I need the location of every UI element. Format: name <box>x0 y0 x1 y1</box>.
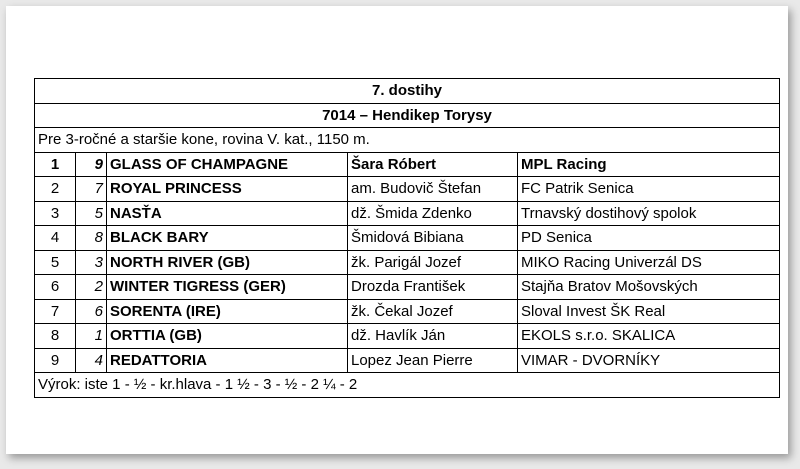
owner-name: MPL Racing <box>518 152 780 177</box>
owner-name: Sloval Invest ŠK Real <box>518 299 780 324</box>
owner-name: FC Patrik Senica <box>518 177 780 202</box>
jockey-name: Šmidová Bibiana <box>348 226 518 251</box>
race-verdict: Výrok: iste 1 - ½ - kr.hlava - 1 ½ - 3 - ½ - 2 ¼ - 2 <box>35 373 780 398</box>
race-name: 7014 – Hendikep Torysy <box>35 103 780 128</box>
start-number: 2 <box>76 275 107 300</box>
result-row <box>35 177 780 202</box>
owner-name: EKOLS s.r.o. SKALICA <box>518 324 780 349</box>
owner-name: VIMAR - DVORNÍKY <box>518 348 780 373</box>
owner-name: PD Senica <box>518 226 780 251</box>
start-number: 3 <box>76 250 107 275</box>
document-page <box>6 6 788 454</box>
race-subtitle-row <box>35 103 780 128</box>
horse-name: GLASS OF CHAMPAGNE <box>107 152 348 177</box>
horse-name: ROYAL PRINCESS <box>107 177 348 202</box>
horse-name: NORTH RIVER (GB) <box>107 250 348 275</box>
owner-name: MIKO Racing Univerzál DS <box>518 250 780 275</box>
place: 8 <box>35 324 76 349</box>
jockey-name: am. Budovič Štefan <box>348 177 518 202</box>
owner-name: Stajňa Bratov Mošovských <box>518 275 780 300</box>
result-row <box>35 324 780 349</box>
race-results-table <box>34 78 780 398</box>
result-row <box>35 275 780 300</box>
race-title: 7. dostihy <box>35 79 780 104</box>
result-row <box>35 152 780 177</box>
start-number: 4 <box>76 348 107 373</box>
place: 2 <box>35 177 76 202</box>
start-number: 9 <box>76 152 107 177</box>
result-row <box>35 201 780 226</box>
horse-name: BLACK BARY <box>107 226 348 251</box>
place: 1 <box>35 152 76 177</box>
jockey-name: dž. Havlík Ján <box>348 324 518 349</box>
start-number: 1 <box>76 324 107 349</box>
result-row <box>35 250 780 275</box>
jockey-name: Šara Róbert <box>348 152 518 177</box>
place: 5 <box>35 250 76 275</box>
start-number: 7 <box>76 177 107 202</box>
result-row <box>35 226 780 251</box>
place: 6 <box>35 275 76 300</box>
jockey-name: Drozda František <box>348 275 518 300</box>
place: 9 <box>35 348 76 373</box>
place: 7 <box>35 299 76 324</box>
race-conditions-row <box>35 128 780 153</box>
jockey-name: žk. Parigál Jozef <box>348 250 518 275</box>
owner-name: Trnavský dostihový spolok <box>518 201 780 226</box>
horse-name: WINTER TIGRESS (GER) <box>107 275 348 300</box>
race-conditions: Pre 3-ročné a staršie kone, rovina V. kat., 1150 m. <box>35 128 780 153</box>
place: 4 <box>35 226 76 251</box>
race-result-row <box>35 373 780 398</box>
race-title-row <box>35 79 780 104</box>
horse-name: NASŤA <box>107 201 348 226</box>
start-number: 6 <box>76 299 107 324</box>
result-row <box>35 299 780 324</box>
start-number: 5 <box>76 201 107 226</box>
jockey-name: Lopez Jean Pierre <box>348 348 518 373</box>
horse-name: REDATTORIA <box>107 348 348 373</box>
jockey-name: žk. Čekal Jozef <box>348 299 518 324</box>
result-row <box>35 348 780 373</box>
place: 3 <box>35 201 76 226</box>
jockey-name: dž. Šmida Zdenko <box>348 201 518 226</box>
start-number: 8 <box>76 226 107 251</box>
horse-name: SORENTA (IRE) <box>107 299 348 324</box>
horse-name: ORTTIA (GB) <box>107 324 348 349</box>
